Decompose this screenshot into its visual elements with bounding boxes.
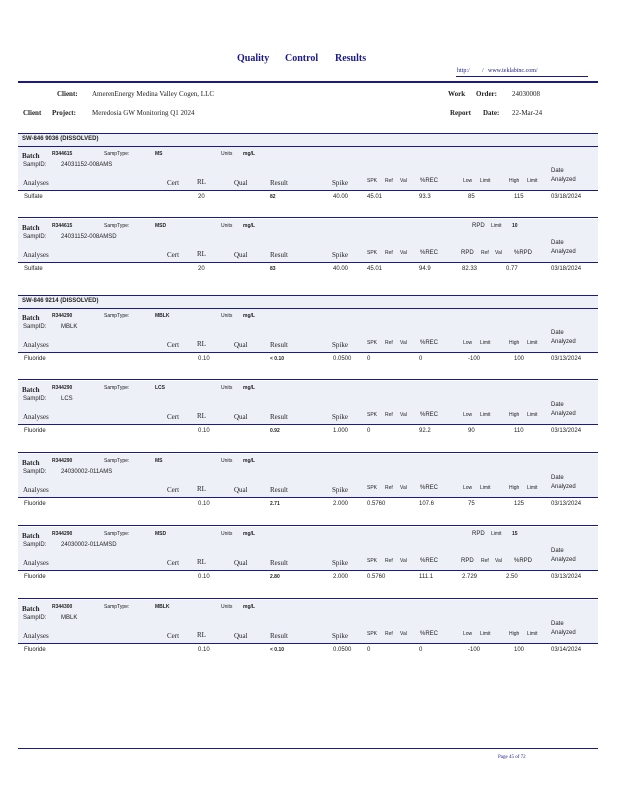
batch-label: Batch — [22, 459, 40, 467]
url-underline — [456, 76, 588, 77]
value-low-limit: 75 — [468, 501, 475, 507]
column-header-rule — [18, 262, 598, 263]
col-result: Result — [270, 486, 288, 494]
reportdate-label-a: Report — [450, 109, 471, 117]
col-high: High — [509, 178, 520, 184]
date-label: Date — [551, 548, 564, 554]
rpd-limit-value: 10 — [512, 223, 518, 229]
col-low-limit: Limit — [480, 631, 491, 637]
sampid-label: SampID: — [23, 324, 47, 330]
col-analyzed: Analyzed — [551, 177, 576, 183]
col-analyses: Analyses — [23, 413, 49, 421]
block-rule — [18, 525, 598, 526]
column-header-rule — [18, 497, 598, 498]
col-spk: SPK — [367, 250, 378, 256]
col-rl: RL — [197, 178, 206, 186]
section-title: SW-846 9036 (DISSOLVED) — [22, 136, 99, 142]
value-high-limit: 115 — [514, 194, 524, 200]
value-pct-rpd: 2.50 — [506, 574, 518, 580]
value-high-limit: 110 — [514, 428, 524, 434]
sampid-label: SampID: — [23, 615, 47, 621]
batch-label: Batch — [22, 532, 40, 540]
value-spk-ref: 0.5760 — [367, 574, 386, 580]
samptype-value: MSD — [155, 223, 167, 229]
samptype-value: MSD — [155, 531, 167, 537]
col-low-limit: Limit — [480, 178, 491, 184]
col-cert: Cert — [167, 251, 180, 259]
project-label-a: Client — [23, 109, 42, 117]
sampid-value: MBLK — [61, 615, 78, 621]
date-label: Date — [551, 168, 564, 174]
value-result: < 0.10 — [270, 647, 285, 653]
workorder-label-a: Work — [448, 90, 466, 98]
col-analyzed: Analyzed — [551, 484, 576, 490]
col-val: Val — [400, 412, 407, 418]
value-low-limit: -100 — [468, 647, 481, 653]
batch-id: R344615 — [52, 223, 73, 229]
col-analyzed: Analyzed — [551, 339, 576, 345]
value-rl: 20 — [198, 266, 205, 272]
col-ref: Ref — [385, 340, 393, 346]
value-rl: 0.10 — [198, 574, 210, 580]
col-val: Val — [400, 340, 407, 346]
col-cert: Cert — [167, 632, 180, 640]
value-rec: 0 — [419, 356, 423, 362]
header-rule — [18, 81, 598, 83]
col-rpd: RPD — [461, 558, 474, 564]
value-rl: 0.10 — [198, 356, 210, 362]
value-high-limit: 100 — [514, 356, 525, 362]
batch-id: R344290 — [52, 531, 73, 537]
units-value: mg/L — [243, 531, 255, 537]
value-spike: 1.000 — [333, 428, 349, 434]
sampid-value: 24031152-008AMSD — [61, 234, 117, 240]
col-result: Result — [270, 341, 288, 349]
units-value: mg/L — [243, 385, 255, 391]
analyte-name: Fluoride — [24, 501, 46, 507]
sampid-value: 24030002-011AMS — [61, 469, 113, 475]
value-rl: 20 — [198, 194, 205, 200]
col-pct-rpd: %RPD — [514, 250, 533, 256]
col-analyses: Analyses — [23, 486, 49, 494]
col-qual: Qual — [234, 559, 248, 567]
col-rl: RL — [197, 485, 206, 493]
samptype-label: SampType: — [104, 151, 130, 157]
rpd-limit-label: Limit — [491, 531, 502, 537]
sampid-label: SampID: — [23, 469, 47, 475]
col-spk: SPK — [367, 412, 378, 418]
samptype-label: SampType: — [104, 223, 130, 229]
col-rl: RL — [197, 558, 206, 566]
col-spike: Spike — [332, 413, 348, 421]
samptype-label: SampType: — [104, 458, 130, 464]
block-rule — [18, 379, 598, 380]
batch-label: Batch — [22, 224, 40, 232]
section-title: SW-846 9214 (DISSOLVED) — [22, 298, 99, 304]
workorder-label-b: Order: — [476, 90, 497, 98]
samptype-value: LCS — [155, 385, 165, 391]
value-spk-ref: 0 — [367, 647, 371, 653]
col-rec: %REC — [420, 558, 439, 564]
col-result: Result — [270, 251, 288, 259]
col-rec: %REC — [420, 178, 439, 184]
units-label: Units — [221, 151, 233, 157]
col-qual: Qual — [234, 251, 248, 259]
col-cert: Cert — [167, 413, 180, 421]
col-rpd-val: Val — [495, 558, 502, 564]
value-rpd-ref: 82.33 — [462, 266, 478, 272]
col-rl: RL — [197, 631, 206, 639]
value-rl: 0.10 — [198, 647, 210, 653]
reportdate-label-b: Date: — [483, 109, 500, 117]
col-val: Val — [400, 558, 407, 564]
value-high-limit: 125 — [514, 501, 525, 507]
col-analyses: Analyses — [23, 559, 49, 567]
value-rpd-ref: 2.729 — [462, 574, 478, 580]
col-ref: Ref — [385, 250, 393, 256]
col-spk: SPK — [367, 485, 378, 491]
title-word-control: Control — [285, 53, 319, 64]
col-low: Low — [463, 178, 473, 184]
value-spk-ref: 0 — [367, 356, 371, 362]
col-rpd-val: Val — [495, 250, 502, 256]
block-rule — [18, 217, 598, 218]
units-label: Units — [221, 531, 233, 537]
column-header-rule — [18, 352, 598, 353]
col-spk: SPK — [367, 631, 378, 637]
col-analyses: Analyses — [23, 251, 49, 259]
col-rec: %REC — [420, 631, 439, 637]
rpd-limit-label: Limit — [491, 223, 502, 229]
col-spike: Spike — [332, 251, 348, 259]
date-label: Date — [551, 621, 564, 627]
workorder-value: 24030008 — [512, 90, 540, 98]
value-spike: 40.00 — [333, 194, 349, 200]
column-header-rule — [18, 570, 598, 571]
col-qual: Qual — [234, 486, 248, 494]
col-analyzed: Analyzed — [551, 557, 576, 563]
value-low-limit: 90 — [468, 428, 475, 434]
batch-id: R344290 — [52, 385, 73, 391]
analyte-name: Fluoride — [24, 574, 46, 580]
analyte-name: Sulfate — [24, 194, 43, 200]
units-value: mg/L — [243, 458, 255, 464]
col-high-limit: Limit — [527, 178, 538, 184]
page-number: Page 45 of 72 — [498, 755, 526, 760]
sampid-value: 24030002-011AMSD — [61, 542, 117, 548]
value-rec: 93.3 — [419, 194, 431, 200]
value-spk-ref: 0.5760 — [367, 501, 386, 507]
col-analyzed: Analyzed — [551, 411, 576, 417]
batch-id: R344300 — [52, 604, 73, 610]
value-spike: 40.00 — [333, 266, 349, 272]
col-low: Low — [463, 631, 473, 637]
sampid-label: SampID: — [23, 542, 47, 548]
col-spike: Spike — [332, 632, 348, 640]
col-rec: %REC — [420, 412, 439, 418]
value-high-limit: 100 — [514, 647, 525, 653]
value-date-analyzed: 03/13/2024 — [551, 574, 582, 580]
col-low-limit: Limit — [480, 340, 491, 346]
value-spike: 0.0500 — [333, 356, 352, 362]
col-rpd-ref: Ref — [481, 250, 489, 256]
value-spk-ref: 0 — [367, 428, 371, 434]
value-rec: 94.9 — [419, 266, 431, 272]
col-low: Low — [463, 340, 473, 346]
date-label: Date — [551, 240, 564, 246]
col-cert: Cert — [167, 341, 180, 349]
col-result: Result — [270, 413, 288, 421]
rpd-header: RPD — [472, 223, 485, 229]
project-value: Meredosia GW Monitoring Q1 2024 — [92, 109, 195, 117]
col-qual: Qual — [234, 632, 248, 640]
col-high: High — [509, 412, 520, 418]
value-spike: 2.000 — [333, 501, 349, 507]
value-date-analyzed: 03/13/2024 — [551, 428, 582, 434]
col-high-limit: Limit — [527, 412, 538, 418]
value-spk-ref: 45.01 — [367, 194, 383, 200]
url-separator: / — [482, 68, 484, 74]
units-value: mg/L — [243, 223, 255, 229]
col-pct-rpd: %RPD — [514, 558, 533, 564]
samptype-value: MS — [155, 458, 163, 464]
col-result: Result — [270, 559, 288, 567]
client-label: Client: — [57, 90, 78, 98]
sampid-value: LCS — [61, 396, 73, 402]
batch-id: R344290 — [52, 458, 73, 464]
col-high: High — [509, 485, 520, 491]
col-rpd-ref: Ref — [481, 558, 489, 564]
value-date-analyzed: 03/13/2024 — [551, 501, 582, 507]
units-label: Units — [221, 385, 233, 391]
col-spike: Spike — [332, 559, 348, 567]
value-result: 82 — [270, 194, 276, 200]
value-result: < 0.10 — [270, 356, 285, 362]
title-word-results: Results — [335, 53, 367, 64]
col-cert: Cert — [167, 559, 180, 567]
col-result: Result — [270, 632, 288, 640]
col-analyses: Analyses — [23, 179, 49, 187]
value-date-analyzed: 03/18/2024 — [551, 194, 582, 200]
col-ref: Ref — [385, 178, 393, 184]
analyte-name: Sulfate — [24, 266, 43, 272]
col-spk: SPK — [367, 340, 378, 346]
col-low-limit: Limit — [480, 412, 491, 418]
sampid-label: SampID: — [23, 162, 47, 168]
batch-label: Batch — [22, 386, 40, 394]
col-rec: %REC — [420, 250, 439, 256]
col-low: Low — [463, 412, 473, 418]
value-low-limit: -100 — [468, 356, 481, 362]
value-result: 83 — [270, 266, 276, 272]
col-low: Low — [463, 485, 473, 491]
col-cert: Cert — [167, 486, 180, 494]
col-analyzed: Analyzed — [551, 630, 576, 636]
col-high-limit: Limit — [527, 485, 538, 491]
batch-label: Batch — [22, 314, 40, 322]
value-rec: 92.2 — [419, 428, 431, 434]
section-band — [18, 296, 598, 308]
column-header-rule — [18, 643, 598, 644]
col-spk: SPK — [367, 558, 378, 564]
units-label: Units — [221, 458, 233, 464]
col-val: Val — [400, 631, 407, 637]
samptype-label: SampType: — [104, 604, 130, 610]
client-value: AmerenEnergy Medina Valley Cogen, LLC — [92, 90, 215, 98]
col-spike: Spike — [332, 341, 348, 349]
value-result: 2.80 — [270, 574, 280, 580]
samptype-label: SampType: — [104, 531, 130, 537]
col-rec: %REC — [420, 485, 439, 491]
col-high-limit: Limit — [527, 631, 538, 637]
column-header-rule — [18, 424, 598, 425]
block-rule — [18, 452, 598, 453]
col-rl: RL — [197, 412, 206, 420]
value-low-limit: 85 — [468, 194, 475, 200]
samptype-label: SampType: — [104, 313, 130, 319]
batch-label: Batch — [22, 152, 40, 160]
col-ref: Ref — [385, 485, 393, 491]
value-rl: 0.10 — [198, 428, 210, 434]
value-rec: 107.6 — [419, 501, 435, 507]
col-low-limit: Limit — [480, 485, 491, 491]
units-value: mg/L — [243, 313, 255, 319]
units-value: mg/L — [243, 604, 255, 610]
title-word-quality: Quality — [237, 53, 270, 64]
col-spike: Spike — [332, 486, 348, 494]
sampid-label: SampID: — [23, 396, 47, 402]
samptype-value: MS — [155, 151, 163, 157]
col-qual: Qual — [234, 413, 248, 421]
batch-id: R344615 — [52, 151, 73, 157]
col-rl: RL — [197, 250, 206, 258]
col-high-limit: Limit — [527, 340, 538, 346]
col-val: Val — [400, 178, 407, 184]
reportdate-value: 22-Mar-24 — [512, 109, 543, 117]
value-result: 0.92 — [270, 428, 280, 434]
date-label: Date — [551, 402, 564, 408]
col-rpd: RPD — [461, 250, 474, 256]
col-ref: Ref — [385, 558, 393, 564]
col-val: Val — [400, 250, 407, 256]
url-link[interactable]: www.teklabinc.com/ — [488, 68, 538, 74]
value-pct-rpd: 0.77 — [506, 266, 518, 272]
analyte-name: Fluoride — [24, 647, 46, 653]
value-date-analyzed: 03/18/2024 — [551, 266, 582, 272]
value-spk-ref: 45.01 — [367, 266, 383, 272]
col-analyses: Analyses — [23, 341, 49, 349]
rpd-limit-value: 15 — [512, 531, 518, 537]
col-cert: Cert — [167, 179, 180, 187]
value-date-analyzed: 03/13/2024 — [551, 356, 582, 362]
sampid-label: SampID: — [23, 234, 47, 240]
col-high: High — [509, 340, 520, 346]
value-rec: 0 — [419, 647, 423, 653]
col-qual: Qual — [234, 179, 248, 187]
sampid-value: 24031152-008AMS — [61, 162, 113, 168]
col-val: Val — [400, 485, 407, 491]
value-spike: 2.000 — [333, 574, 349, 580]
col-qual: Qual — [234, 341, 248, 349]
col-high: High — [509, 631, 520, 637]
samptype-label: SampType: — [104, 385, 130, 391]
units-value: mg/L — [243, 151, 255, 157]
batch-label: Batch — [22, 605, 40, 613]
project-label-b: Project: — [52, 109, 76, 117]
value-spike: 0.0500 — [333, 647, 352, 653]
col-ref: Ref — [385, 412, 393, 418]
units-label: Units — [221, 604, 233, 610]
sampid-value: MBLK — [61, 324, 78, 330]
col-analyses: Analyses — [23, 632, 49, 640]
footer-rule — [18, 748, 598, 749]
rpd-header: RPD — [472, 531, 485, 537]
samptype-value: MBLK — [155, 604, 170, 610]
batch-id: R344290 — [52, 313, 73, 319]
value-date-analyzed: 03/14/2024 — [551, 647, 582, 653]
col-rl: RL — [197, 340, 206, 348]
url-prefix[interactable]: http:/ — [457, 68, 470, 74]
value-rl: 0.10 — [198, 501, 210, 507]
col-rec: %REC — [420, 340, 439, 346]
column-header-rule — [18, 190, 598, 191]
units-label: Units — [221, 223, 233, 229]
col-analyzed: Analyzed — [551, 249, 576, 255]
value-rec: 111.1 — [419, 574, 434, 580]
col-result: Result — [270, 179, 288, 187]
section-band — [18, 134, 598, 146]
col-ref: Ref — [385, 631, 393, 637]
units-label: Units — [221, 313, 233, 319]
analyte-name: Fluoride — [24, 356, 46, 362]
date-label: Date — [551, 475, 564, 481]
date-label: Date — [551, 330, 564, 336]
col-spk: SPK — [367, 178, 378, 184]
samptype-value: MBLK — [155, 313, 170, 319]
block-rule — [18, 598, 598, 599]
value-result: 2.71 — [270, 501, 280, 507]
col-spike: Spike — [332, 179, 348, 187]
analyte-name: Fluoride — [24, 428, 46, 434]
